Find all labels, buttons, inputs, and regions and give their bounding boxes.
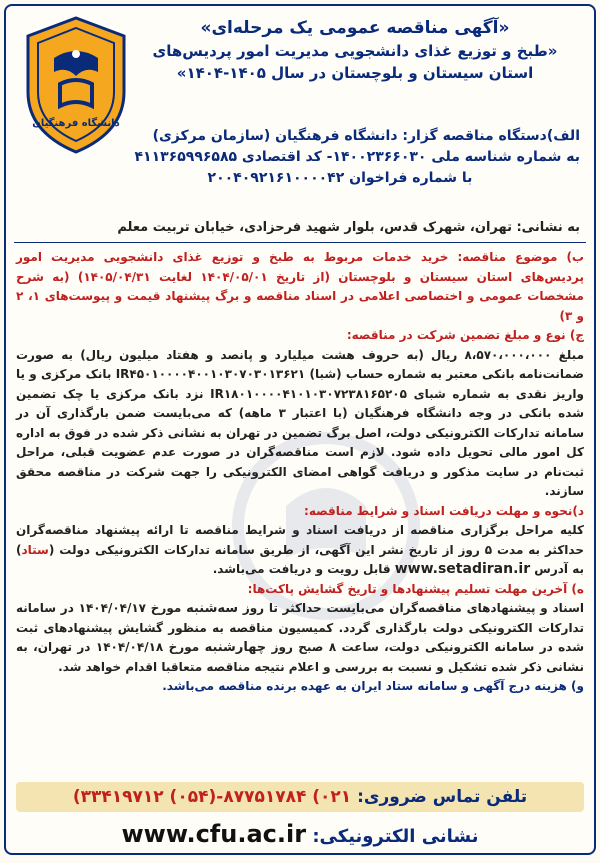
ids-line: به شماره شناسه ملی ۱۴۰۰۲۳۶۶۰۳۰- کد اقتصادی ۴۱۱۳۶۵۹۹۶۵۸۵ bbox=[134, 149, 580, 165]
tender-notice bbox=[4, 4, 596, 855]
section-documents-text-1: کلیه مراحل برگزاری مناقصه از دریافت اسناد و شرایط مناقصه تا ارائه پیشنهاد مناقصه‌گران حداکثر به مدت ۵ روز از تاریخ نشر این آگهی، از طریق سامانه تدارکات الکترونیکی دولت ( bbox=[16, 523, 585, 557]
section-deadline-text-2: مورخ ۱۴۰۴/۰۴/۱۷ در سامانه تدارکات الکترونیکی دولت بارگذاری گردد. کمیسیون مناقصه به منظور گشایش پیشنهادهای ثبت شده در سامانه الکترونیکی دولت، ساعت ۸ صبح روز bbox=[16, 601, 584, 654]
notice-body bbox=[16, 248, 584, 697]
website-label: نشانی الکترونیکی: bbox=[312, 826, 479, 847]
notice-title: «آگهی مناقصه عمومی یک مرحله‌ای» bbox=[200, 18, 510, 38]
title-block bbox=[130, 16, 580, 84]
section-guarantee bbox=[16, 326, 584, 502]
website-line bbox=[6, 820, 594, 848]
notice-subtitle-1: «طبخ و توزیع غذای دانشجویی مدیریت امور پردیس‌های bbox=[152, 42, 558, 60]
phone-number: ۰۲۱) ۸۷۷۵۱۷۸۴-(۰۵۴) ۳۳۴۱۹۷۱۲) bbox=[72, 787, 352, 807]
section-deadline-text-1: اسناد و پیشنهادهای مناقصه‌گران می‌بایست حداکثر تا روز bbox=[242, 601, 584, 615]
call-number-line: با شماره فراخوان ۲۰۰۴۰۹۲۱۶۱۰۰۰۰۴۲ bbox=[207, 170, 473, 186]
section-subject-text: خرید خدمات مربوط به طبخ و توزیع غذای دانشجویی مدیریت امور پردیس‌های استان سیستان و بلوچستان (از تاریخ ۱۴۰۴/۰۵/۰۱ لغایت ۱۴۰۵/۰۴/۳۱) (به شرح مشخصات عمومی و اختصاصی اعلامی در اسناد مناقصه و برگ پیشنهاد قیمت و پیوست‌های ۱، ۲ و ۳) bbox=[16, 250, 584, 323]
section-documents bbox=[16, 502, 584, 580]
section-deadline bbox=[16, 580, 584, 678]
setad-label: ستاد bbox=[21, 542, 49, 557]
contact-footer bbox=[6, 780, 594, 855]
section-documents-text-3: قابل رویت و دریافت می‌باشد. bbox=[212, 562, 391, 576]
website-url-link[interactable]: www.cfu.ac.ir bbox=[121, 820, 307, 848]
deadline-day-1: سه‌شنبه bbox=[186, 601, 239, 616]
section-guarantee-label: ج) نوع و مبلغ تضمین شرکت در مناقصه: bbox=[346, 328, 584, 342]
section-deadline-text-3: مورخ ۱۴۰۴/۰۴/۱۸ در تهران، به نشانی ذکر شده تشکیل و نسبت به بررسی و اعلام نتیجه مناقصه متعاقبا اقدام خواهد شد. bbox=[16, 640, 584, 674]
section-subject bbox=[16, 248, 584, 326]
notice-header bbox=[6, 6, 594, 234]
phone-label: تلفن تماس ضروری: bbox=[357, 787, 528, 807]
section-documents-label: د)نحوه و مهلت دریافت اسناد و شرایط مناقصه: bbox=[304, 503, 584, 518]
issuer-line: الف)دستگاه مناقصه گزار: دانشگاه فرهنگیان (سازمان مرکزی) bbox=[152, 128, 580, 144]
setad-url-link[interactable]: www.setadiran.ir bbox=[394, 561, 531, 577]
issuer-block bbox=[20, 126, 580, 189]
deadline-day-2: چهارشنبه bbox=[204, 640, 267, 655]
logo-caption: دانشگاه فرهنگیان bbox=[32, 118, 120, 129]
section-subject-label: ب) موضوع مناقصه: bbox=[457, 250, 584, 264]
notice-subtitle-2: استان سیستان و بلوچستان در سال ۱۴۰۵-۱۴۰۴» bbox=[176, 64, 534, 82]
section-deadline-label: ه) آخرین مهلت تسلیم پیشنهادها و تاریخ گشایش پاکت‌ها: bbox=[247, 581, 584, 596]
phone-bar bbox=[16, 782, 584, 812]
section-documents-text-2: ) به آدرس bbox=[16, 542, 584, 576]
section-cost: و) هزینه درج آگهی و سامانه ستاد ایران به عهده برنده مناقصه می‌باشد. bbox=[162, 679, 584, 693]
divider bbox=[14, 242, 586, 243]
section-guarantee-text: مبلغ ۸،۵۷۰،۰۰۰،۰۰۰ ریال (به حروف هشت میلیارد و پانصد و هفتاد میلیون ریال) به صورت ضمانت‌نامه بانکی معتبر به شماره حساب (شبا) IR۴۵۰۱۰۰۰۰۴۰۰۱۰۳۰۷۰۳۰۱۳۶۲۱ بانک مرکزی و یا واریز نقدی به شماره شبای IR۱۸۰۱۰۰۰۰۴۱۰۱۰۳۰۷۲۳۸۱۶۵۲۰۵ نزد بانک مرکزی یا چک تضمین شده بانکی در وجه دانشگاه فرهنگیان (با اعتبار ۳ ماهه) که می‌بایست ضمن بارگذاری آن در سامانه تدارکات الکترونیکی دولت، اصل برگ تضمین در تهران به نشانی ذکر شده در فوق به اداره کل امور مالی تحویل داده شود. لازم است مناقصه‌گران در صورت عدم عضویت قبلی، مراحل ثبت‌نام در سایت مذکور و دریافت گواهی امضای الکترونیکی را جهت شرکت در مناقصه محقق سازند. bbox=[16, 347, 585, 498]
address-line: به نشانی: تهران، شهرک قدس، بلوار شهید فرحزادی، خیابان تربیت معلم bbox=[117, 220, 580, 235]
